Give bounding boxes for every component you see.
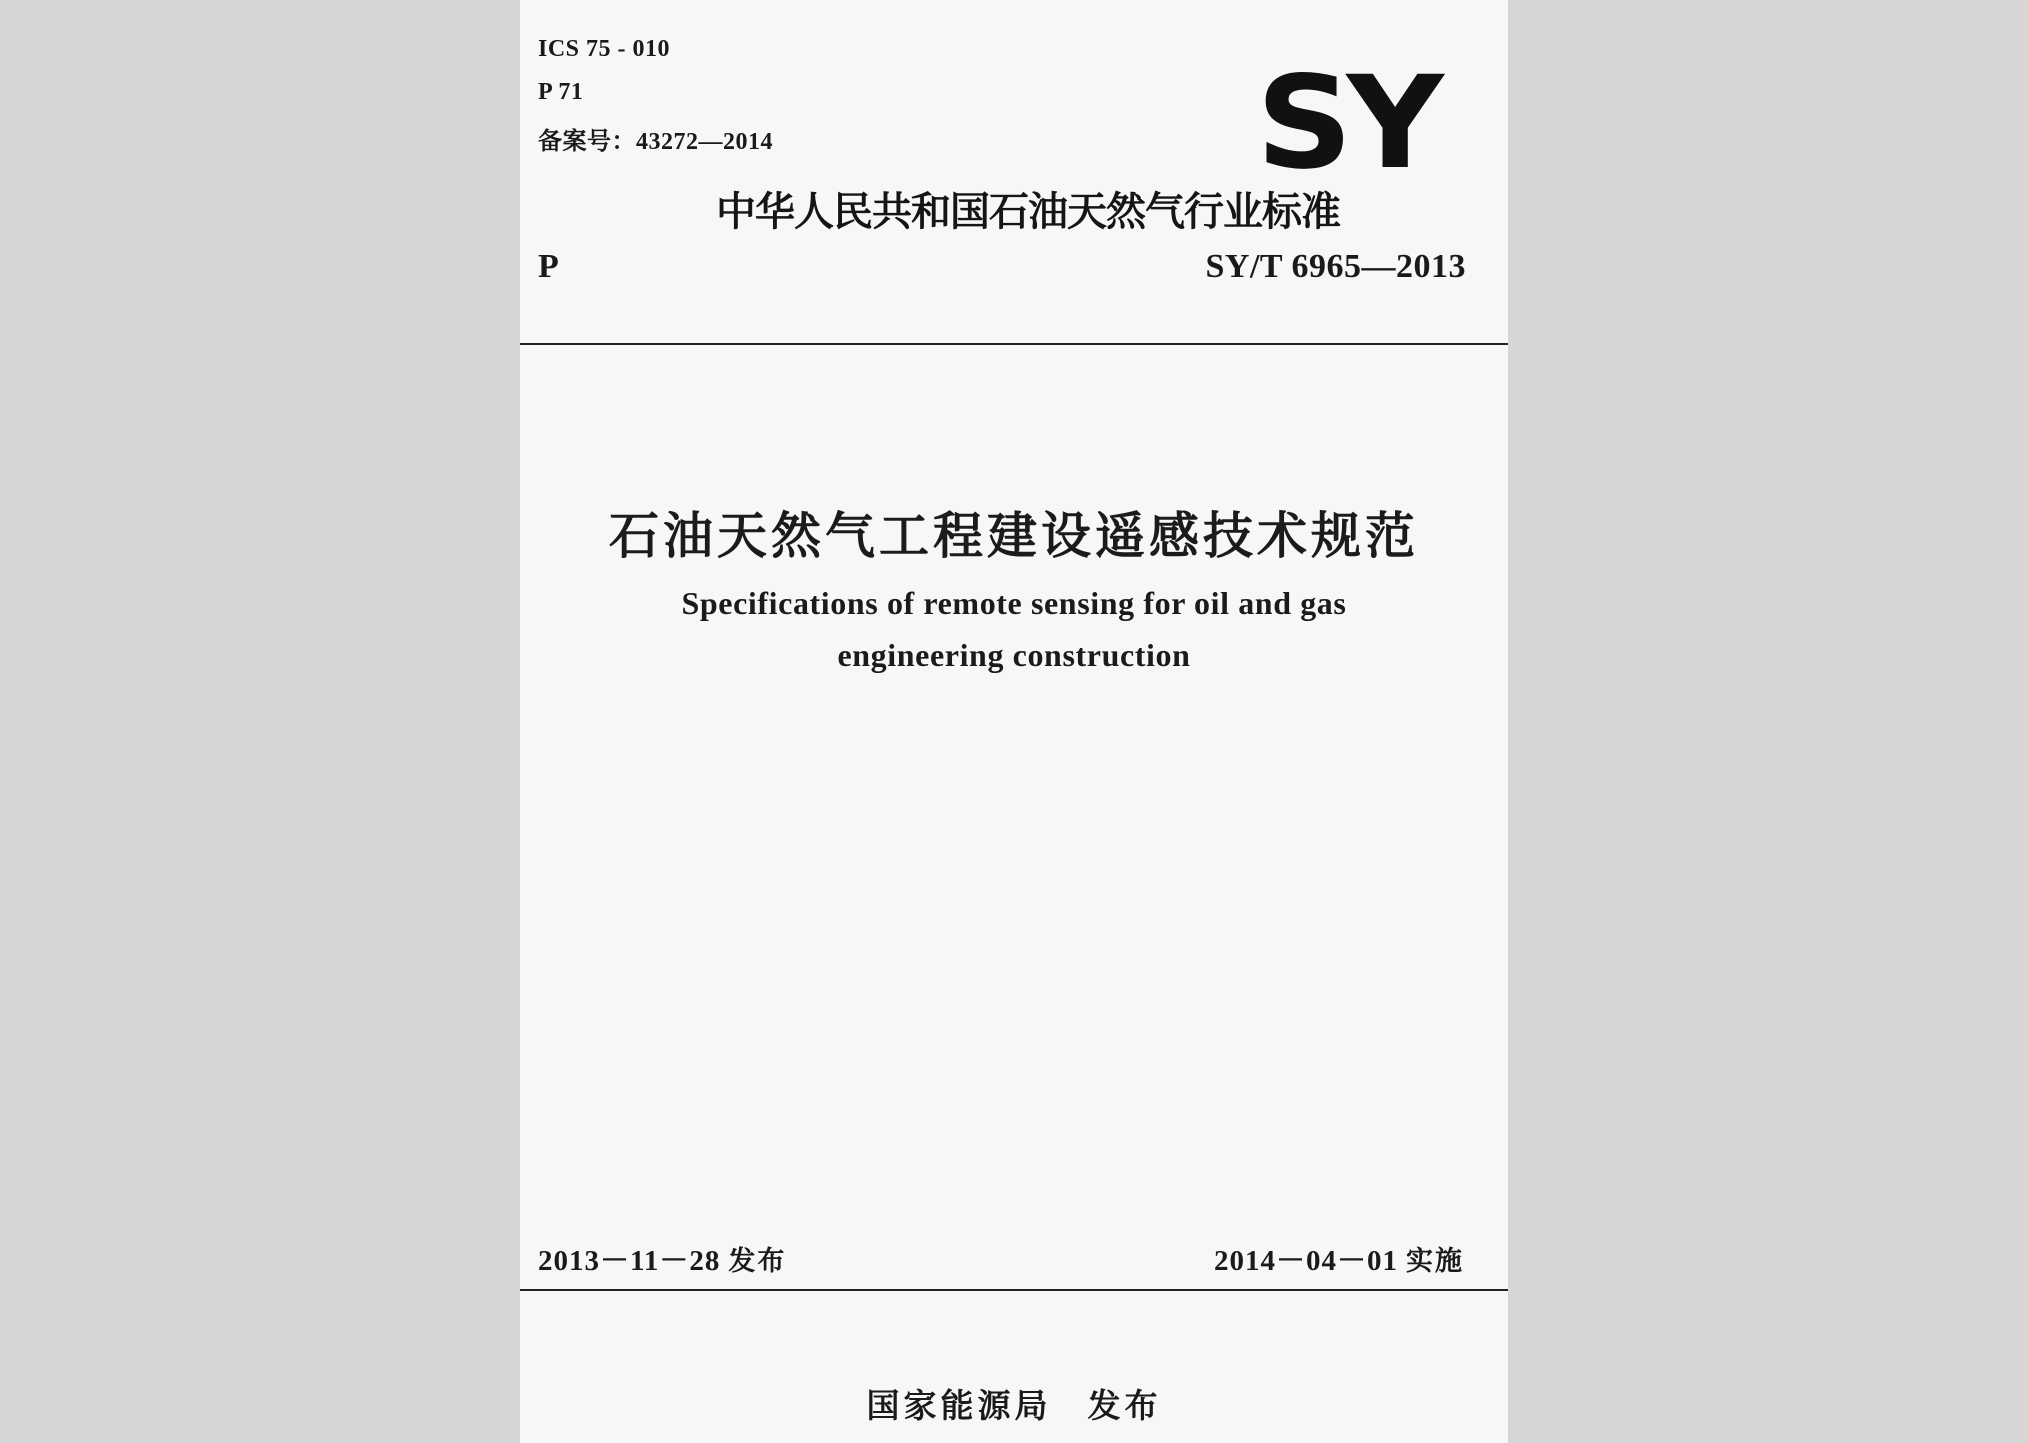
issue-date: 2013－11－28 <box>538 1245 721 1277</box>
record-number: 备案号：43272—2014 <box>538 129 773 155</box>
issue-label: 发布 <box>728 1246 787 1277</box>
issue-date-line <box>538 1238 786 1279</box>
category-letter: P <box>538 248 559 285</box>
header-divider <box>520 343 1508 345</box>
publisher-name: 国家能源局 <box>866 1386 1052 1425</box>
ccs-code: P 71 <box>538 79 584 105</box>
sy-logo: SY <box>1256 49 1438 198</box>
document-page <box>520 0 1508 1443</box>
title-english-line1: Specifications of remote sensing for oil and gas <box>681 585 1347 621</box>
publisher-line <box>520 1380 1508 1427</box>
footer-divider <box>520 1289 1508 1291</box>
publisher-action: 发布 <box>1087 1386 1162 1425</box>
effective-date: 2014－04－01 <box>1213 1245 1398 1277</box>
ics-code: ICS 75 - 010 <box>538 36 671 62</box>
industry-standard-title: 中华人民共和国石油天然气行业标准 <box>716 189 1340 235</box>
title-english-line2: engineering construction <box>837 637 1191 673</box>
title-chinese: 石油天然气工程建设遥感技术规范 <box>609 507 1419 565</box>
effective-date-line <box>1214 1238 1464 1279</box>
standard-number: SY/T 6965—2013 <box>1205 248 1466 285</box>
effective-label: 实施 <box>1406 1246 1464 1277</box>
